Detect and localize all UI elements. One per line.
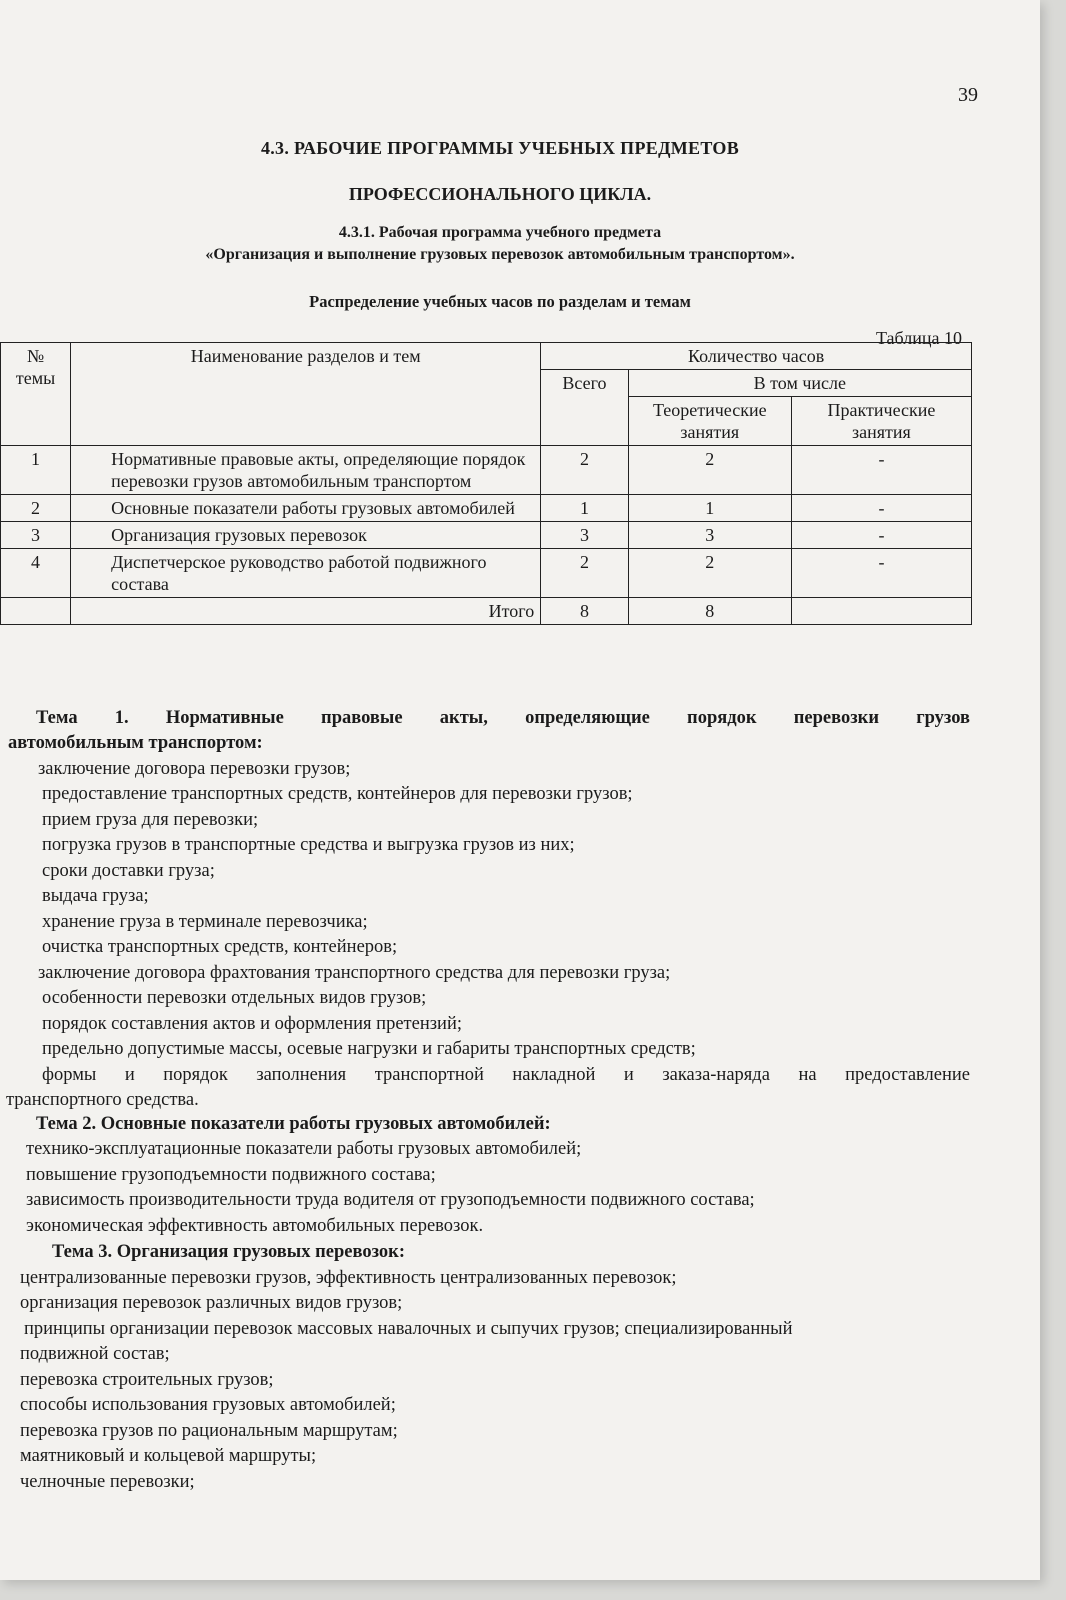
total-practice bbox=[791, 598, 971, 625]
row-name: Основные показатели работы грузовых автомобилей bbox=[71, 495, 541, 522]
row-num: 2 bbox=[1, 495, 71, 522]
row-num: 1 bbox=[1, 446, 71, 495]
list-item: челночные перевозки; bbox=[20, 1472, 195, 1492]
list-item: маятниковый и кольцевой маршруты; bbox=[20, 1446, 317, 1466]
list-item: хранение груза в терминале перевозчика; bbox=[42, 912, 368, 932]
list-item: организация перевозок различных видов грузов; bbox=[20, 1293, 403, 1313]
row-practice: - bbox=[791, 446, 971, 495]
header-name: Наименование разделов и тем bbox=[71, 343, 541, 446]
row-theory: 1 bbox=[628, 495, 791, 522]
header-num: № темы bbox=[1, 343, 71, 446]
list-item: перевозка грузов по рациональным маршрутам; bbox=[20, 1421, 398, 1441]
list-item: выдача груза; bbox=[42, 886, 149, 906]
row-name: Нормативные правовые акты, определяющие порядок перевозки грузов автомобильным транспортом bbox=[71, 446, 541, 495]
row-num: 3 bbox=[1, 522, 71, 549]
list-item: предоставление транспортных средств, контейнеров для перевозки грузов; bbox=[42, 784, 633, 804]
list-item: зависимость производительности труда водителя от грузоподъемности подвижного состава; bbox=[26, 1190, 755, 1210]
list-item-continued: подвижной состав; bbox=[20, 1344, 170, 1364]
list-item: заключение договора фрахтования транспортного средства для перевозки груза; bbox=[38, 963, 671, 983]
table-row bbox=[1, 495, 972, 522]
list-item: перевозка строительных грузов; bbox=[20, 1370, 274, 1390]
topic2-title: Тема 2. Основные показатели работы грузовых автомобилей: bbox=[36, 1114, 551, 1134]
header-practice: Практические занятия bbox=[791, 397, 971, 446]
list-item: предельно допустимые массы, осевые нагрузки и габариты транспортных средств; bbox=[42, 1039, 696, 1059]
list-item: технико-эксплуатационные показатели работы грузовых автомобилей; bbox=[26, 1139, 582, 1159]
list-item: экономическая эффективность автомобильных перевозок. bbox=[26, 1216, 484, 1236]
row-total: 1 bbox=[541, 495, 628, 522]
total-hours: 8 bbox=[541, 598, 628, 625]
list-item: особенности перевозки отдельных видов грузов; bbox=[42, 988, 427, 1008]
section-heading-continued: ПРОФЕССИОНАЛЬНОГО ЦИКЛА. bbox=[348, 184, 652, 204]
table-caption: Таблица 10 bbox=[876, 328, 962, 348]
topic1-title-continued: автомобильным транспортом: bbox=[8, 733, 263, 753]
row-theory: 2 bbox=[628, 549, 791, 598]
row-name: Диспетчерское руководство работой подвижного состава bbox=[71, 549, 541, 598]
total-label: Итого bbox=[71, 598, 541, 625]
table-row bbox=[1, 522, 972, 549]
header-hours: Количество часов bbox=[541, 343, 972, 370]
row-total: 3 bbox=[541, 522, 628, 549]
list-item: прием груза для перевозки; bbox=[42, 810, 259, 830]
list-item: принципы организации перевозок массовых навалочных и сыпучих грузов; специализированный bbox=[24, 1319, 793, 1339]
list-item: формы и порядок заполнения транспортной накладной и заказа-наряда на предоставление bbox=[42, 1065, 970, 1085]
header-including: В том числе bbox=[628, 370, 971, 397]
list-item-continued: транспортного средства. bbox=[6, 1090, 199, 1110]
hours-table bbox=[0, 342, 972, 625]
table-total-row bbox=[1, 598, 972, 625]
list-item: повышение грузоподъемности подвижного состава; bbox=[26, 1165, 436, 1185]
row-theory: 3 bbox=[628, 522, 791, 549]
table-row bbox=[1, 549, 972, 598]
list-item: заключение договора перевозки грузов; bbox=[38, 759, 351, 779]
list-item: централизованные перевозки грузов, эффективность централизованных перевозок; bbox=[20, 1268, 677, 1288]
topic3-title: Тема 3. Организация грузовых перевозок: bbox=[52, 1242, 405, 1262]
row-theory: 2 bbox=[628, 446, 791, 495]
subsection-heading: 4.3.1. Рабочая программа учебного предмета bbox=[338, 224, 662, 241]
table-header-row bbox=[1, 343, 972, 370]
list-item: сроки доставки груза; bbox=[42, 861, 215, 881]
list-item: погрузка грузов в транспортные средства и выгрузка грузов из них; bbox=[42, 835, 575, 855]
list-item: способы использования грузовых автомобилей; bbox=[20, 1395, 396, 1415]
row-practice: - bbox=[791, 549, 971, 598]
list-item: очистка транспортных средств, контейнеров; bbox=[42, 937, 398, 957]
table-title: Распределение учебных часов по разделам и темам bbox=[309, 292, 691, 311]
header-total: Всего bbox=[541, 370, 628, 446]
topic1-title: Тема 1. Нормативные правовые акты, определяющие порядок перевозки грузов bbox=[36, 708, 970, 728]
row-total: 2 bbox=[541, 446, 628, 495]
row-name: Организация грузовых перевозок bbox=[71, 522, 541, 549]
total-theory: 8 bbox=[628, 598, 791, 625]
row-practice: - bbox=[791, 495, 971, 522]
row-practice: - bbox=[791, 522, 971, 549]
list-item: порядок составления актов и оформления претензий; bbox=[42, 1014, 462, 1034]
row-num: 4 bbox=[1, 549, 71, 598]
page-number: 39 bbox=[958, 84, 978, 106]
subject-title: «Организация и выполнение грузовых перевозок автомобильным транспортом». bbox=[205, 246, 795, 263]
table-row bbox=[1, 446, 972, 495]
section-heading: 4.3. РАБОЧИЕ ПРОГРАММЫ УЧЕБНЫХ ПРЕДМЕТОВ bbox=[260, 138, 740, 158]
row-total: 2 bbox=[541, 549, 628, 598]
header-theory: Теоретические занятия bbox=[628, 397, 791, 446]
